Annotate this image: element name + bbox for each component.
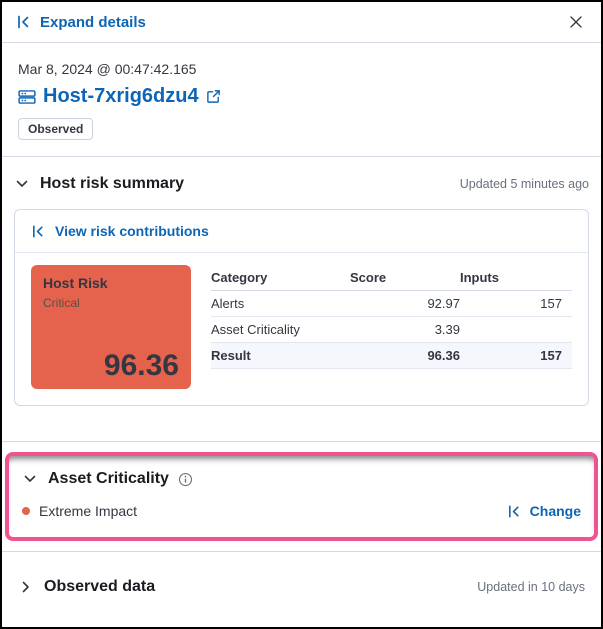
risk-card-title: Host Risk [43,275,108,291]
section-title: Observed data [44,578,156,595]
chevron-right-icon [18,579,34,595]
divider [2,156,601,157]
cell-category: Result [211,343,350,369]
close-button[interactable] [565,11,587,33]
view-risk-contributions-link[interactable] [15,210,588,253]
host-name-link[interactable] [18,85,221,108]
popout-icon [206,89,221,104]
expand-icon [507,504,522,519]
section-title: Host risk summary [40,175,185,192]
risk-summary-panel [14,209,589,406]
cell-score: 96.36 [350,343,460,369]
host-risk-summary-section [2,175,601,406]
cell-inputs [460,317,572,343]
section-title: Asset Criticality [48,470,169,487]
table-row [211,291,572,317]
entity-header [2,61,601,140]
event-timestamp: Mar 8, 2024 @ 00:47:42.165 [18,61,197,77]
risk-updated-text: Updated 5 minutes ago [459,177,589,191]
expand-details-button[interactable] [16,14,146,31]
asset-criticality-highlight-box [5,452,598,541]
cell-inputs: 157 [460,343,572,369]
expand-icon [16,14,32,30]
cell-score: 3.39 [350,317,460,343]
host-risk-score-card [31,265,191,389]
asset-criticality-toggle[interactable] [22,470,169,488]
cell-category: Asset Criticality [211,317,350,343]
observed-data-section [2,552,601,596]
host-risk-summary-toggle[interactable] [14,175,184,193]
status-badge: Observed [18,118,93,140]
table-header-row [211,265,572,291]
expand-icon [31,224,46,239]
col-score: Score [350,265,460,291]
storage-host-icon [18,88,36,106]
col-category: Category [211,265,350,291]
impact-dot [22,507,30,515]
chevron-down-icon [22,471,38,487]
info-icon[interactable] [178,472,193,487]
flyout-header [2,2,601,43]
table-row-result [211,343,572,369]
cell-category: Alerts [211,291,350,317]
change-criticality-button[interactable] [507,503,581,519]
risk-card-score: 96.36 [103,349,179,382]
flyout-title: Expand details [40,13,146,31]
divider [2,441,601,442]
cell-inputs: 157 [460,291,572,317]
change-label: Change [529,503,581,519]
host-name: Host-7xrig6dzu4 [43,85,199,107]
view-risk-contributions-label: View risk contributions [55,223,209,239]
observed-data-toggle[interactable] [18,578,155,596]
col-inputs: Inputs [460,265,572,291]
risk-breakdown-table [211,265,572,369]
cell-score: 92.97 [350,291,460,317]
close-icon [569,15,583,29]
observed-updated-text: Updated in 10 days [477,580,585,594]
chevron-down-icon [14,176,30,192]
risk-card-level: Critical [43,296,80,310]
criticality-label: Extreme Impact [39,503,138,519]
criticality-value [22,503,137,519]
table-row [211,317,572,343]
